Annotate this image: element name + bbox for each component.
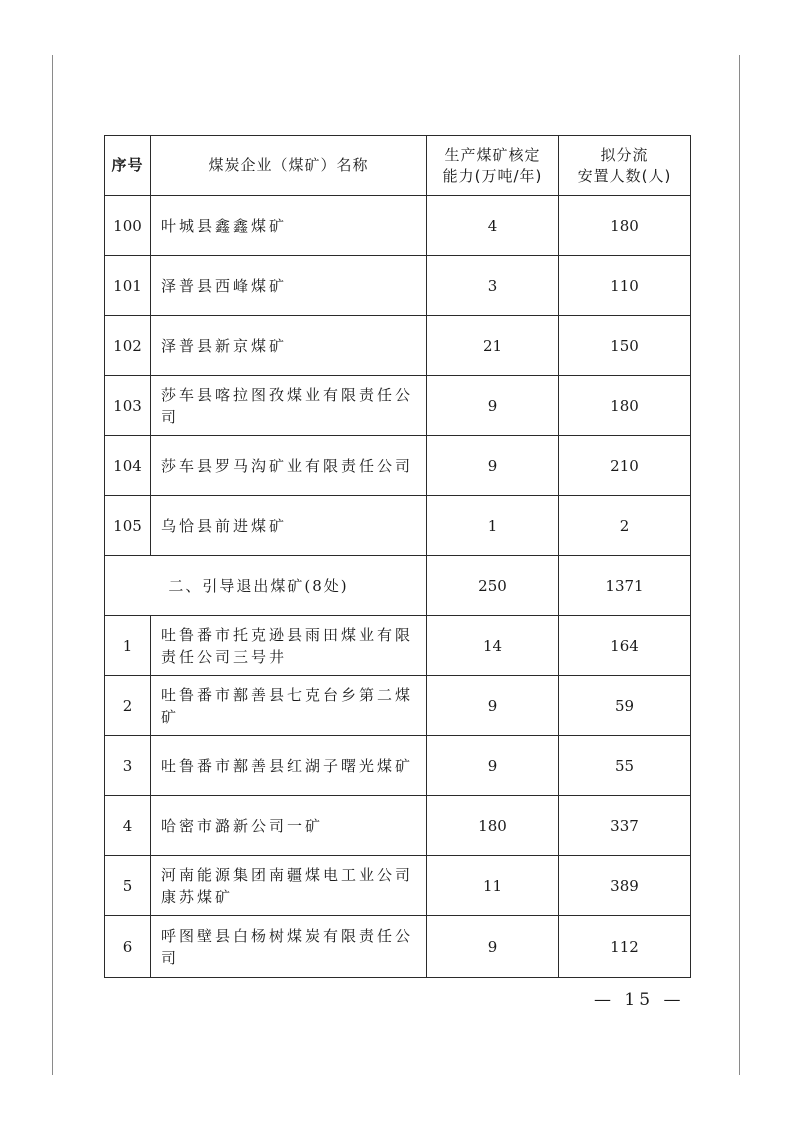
cell-staff: 180 (559, 196, 691, 256)
right-margin-line (739, 55, 740, 1075)
header-staff (559, 136, 691, 196)
table-row (105, 676, 691, 736)
section-capacity: 250 (427, 556, 559, 616)
cell-staff: 110 (559, 256, 691, 316)
table-row (105, 496, 691, 556)
cell-capacity: 3 (427, 256, 559, 316)
table-header-row (105, 136, 691, 196)
cell-capacity: 9 (427, 676, 559, 736)
cell-no: 102 (105, 316, 151, 376)
page-number: — 15 — (594, 990, 685, 1010)
table-row (105, 316, 691, 376)
cell-no: 6 (105, 916, 151, 978)
table-row (105, 376, 691, 436)
header-capacity-line2: 能力(万吨/年) (442, 166, 543, 185)
table-row (105, 196, 691, 256)
cell-name: 叶城县鑫鑫煤矿 (151, 196, 427, 256)
cell-capacity: 21 (427, 316, 559, 376)
cell-staff: 2 (559, 496, 691, 556)
cell-no: 105 (105, 496, 151, 556)
cell-staff: 59 (559, 676, 691, 736)
section-label: 二、引导退出煤矿(8处) (105, 556, 427, 616)
cell-capacity: 11 (427, 856, 559, 916)
table-row (105, 916, 691, 978)
cell-capacity: 9 (427, 916, 559, 978)
header-staff-line2: 安置人数(人) (577, 166, 672, 185)
cell-name: 莎车县罗马沟矿业有限责任公司 (151, 436, 427, 496)
cell-name: 泽普县新京煤矿 (151, 316, 427, 376)
cell-no: 4 (105, 796, 151, 856)
cell-no: 3 (105, 736, 151, 796)
table-row (105, 796, 691, 856)
cell-staff: 337 (559, 796, 691, 856)
section-staff: 1371 (559, 556, 691, 616)
cell-name: 哈密市潞新公司一矿 (151, 796, 427, 856)
cell-no: 104 (105, 436, 151, 496)
cell-capacity: 4 (427, 196, 559, 256)
cell-staff: 180 (559, 376, 691, 436)
table-row (105, 616, 691, 676)
cell-capacity: 1 (427, 496, 559, 556)
table-row (105, 256, 691, 316)
cell-capacity: 9 (427, 376, 559, 436)
cell-no: 1 (105, 616, 151, 676)
header-name: 煤炭企业（煤矿）名称 (151, 136, 427, 196)
table-row (105, 436, 691, 496)
cell-capacity: 180 (427, 796, 559, 856)
cell-no: 100 (105, 196, 151, 256)
cell-capacity: 9 (427, 736, 559, 796)
cell-no: 101 (105, 256, 151, 316)
cell-staff: 210 (559, 436, 691, 496)
table-row (105, 856, 691, 916)
left-margin-line (52, 55, 53, 1075)
cell-no: 103 (105, 376, 151, 436)
cell-no: 5 (105, 856, 151, 916)
header-staff-line1: 拟分流 (600, 145, 649, 164)
section-row (105, 556, 691, 616)
cell-name: 吐鲁番市托克逊县雨田煤业有限责任公司三号井 (151, 616, 427, 676)
table-row (105, 736, 691, 796)
cell-name: 河南能源集团南疆煤电工业公司康苏煤矿 (151, 856, 427, 916)
cell-staff: 112 (559, 916, 691, 978)
header-capacity-line1: 生产煤矿核定 (444, 145, 541, 164)
cell-staff: 55 (559, 736, 691, 796)
cell-staff: 389 (559, 856, 691, 916)
cell-no: 2 (105, 676, 151, 736)
cell-staff: 164 (559, 616, 691, 676)
cell-name: 乌恰县前进煤矿 (151, 496, 427, 556)
coal-mine-table (104, 135, 691, 978)
cell-name: 呼图壁县白杨树煤炭有限责任公司 (151, 916, 427, 978)
header-capacity (427, 136, 559, 196)
cell-name: 吐鲁番市鄯善县七克台乡第二煤矿 (151, 676, 427, 736)
cell-name: 莎车县喀拉图孜煤业有限责任公司 (151, 376, 427, 436)
cell-name: 泽普县西峰煤矿 (151, 256, 427, 316)
cell-capacity: 14 (427, 616, 559, 676)
cell-staff: 150 (559, 316, 691, 376)
cell-capacity: 9 (427, 436, 559, 496)
cell-name: 吐鲁番市鄯善县红湖子曙光煤矿 (151, 736, 427, 796)
header-no: 序号 (105, 136, 151, 196)
